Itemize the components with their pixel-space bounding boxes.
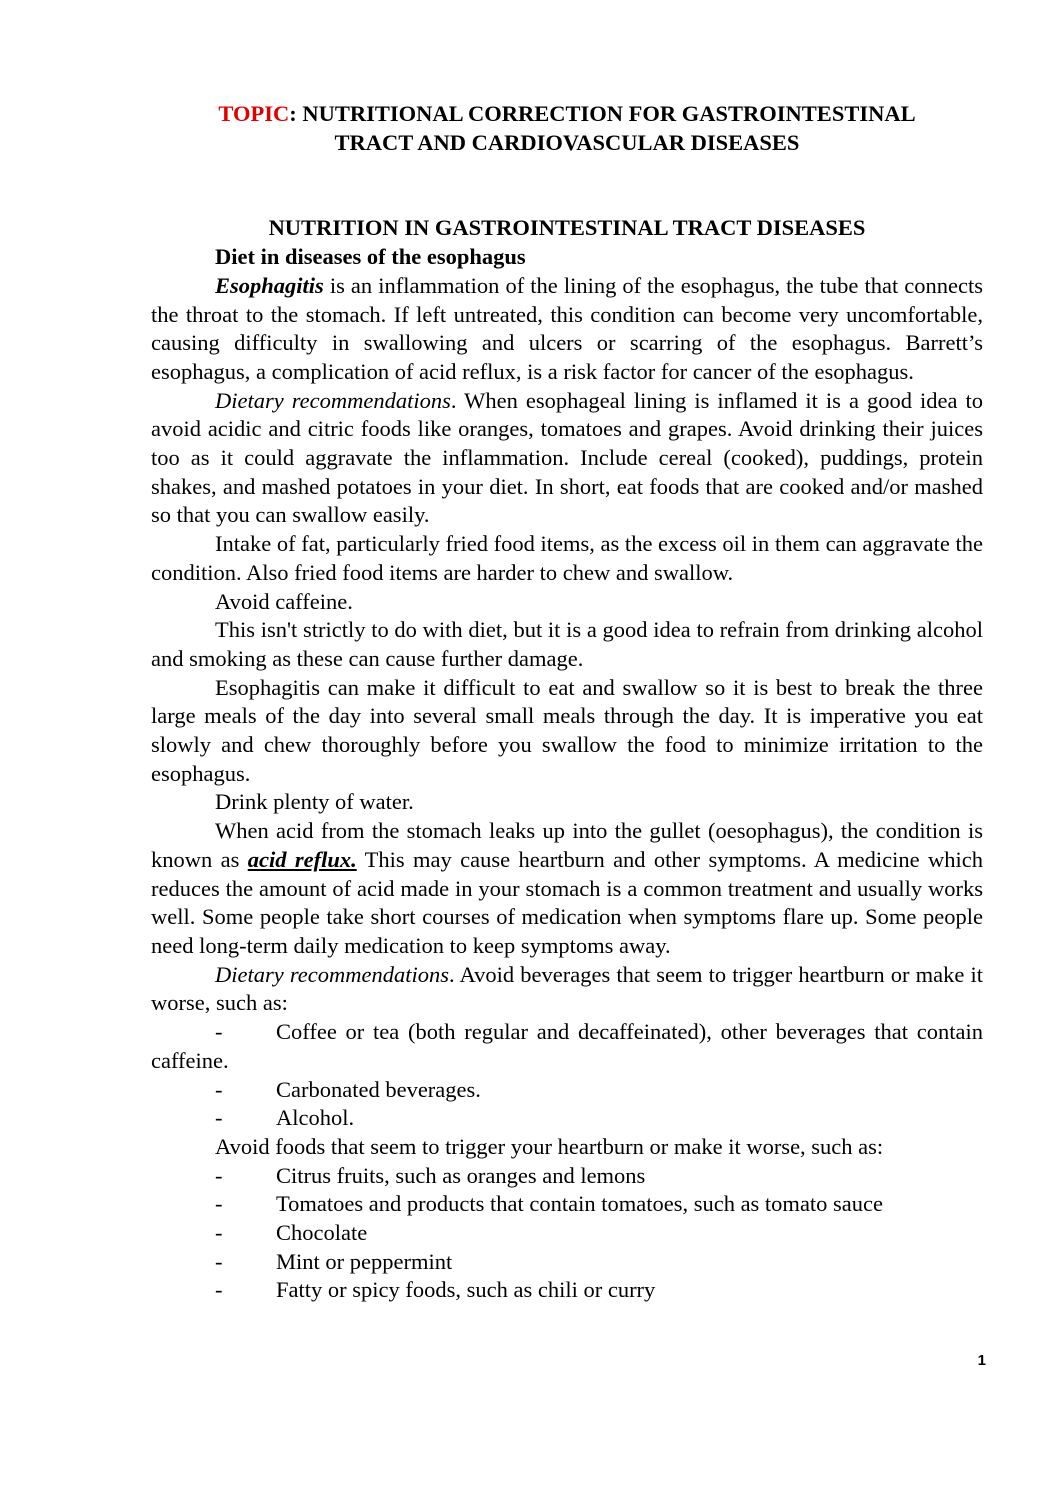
document-title xyxy=(151,100,983,157)
list-item-food: - Citrus fruits, such as oranges and lemons xyxy=(151,1162,983,1191)
paragraph-acid-reflux: When acid from the stomach leaks up into the gullet (oesophagus), the condition is known as acid reflux. This may cause heartburn and other symptoms. A medicine which reduces the amount of acid made in your stomach is a common treatment and usually works well. Some people take short courses of medication when symptoms flare up. Some people need long-term daily medication to keep symptoms away. xyxy=(151,818,983,958)
paragraph-esophagitis: Esophagitis is an inflammation of the lining of the esophagus, the tube that connects the throat to the stomach. If left untreated, this condition can become very uncomfortable, causing difficulty in swallowing and ulcers or scarring of the esophagus. Barrett’s esophagus, a complication of acid reflux, is a risk factor for cancer of the esophagus. xyxy=(151,272,983,384)
list-item-beverage: - Coffee or tea (both regular and decaffeinated), other beverages that contain caffeine. xyxy=(151,1019,983,1073)
topic-label: TOPIC xyxy=(218,101,290,126)
list-dash: - xyxy=(215,1220,223,1246)
list-item-food: - Mint or peppermint xyxy=(151,1248,983,1277)
list-dash: - xyxy=(215,1191,223,1217)
list-dash: - xyxy=(215,1105,223,1131)
list-item-beverage: - Carbonated beverages. xyxy=(151,1076,983,1105)
paragraph-small-meals: Esophagitis can make it difficult to eat and swallow so it is best to break the three large meals of the day into several small meals through the day. It is imperative you eat slowly and chew thoroughly before you swallow the food to minimize irritation to the esophagus. xyxy=(151,674,983,786)
term-acid-reflux: acid reflux. xyxy=(247,846,357,872)
lead-dietary-recommendations: Dietary recommendations xyxy=(215,387,451,413)
list-dash: - xyxy=(215,1076,223,1102)
list-dash: - xyxy=(215,1019,223,1045)
title-line-1: : NUTRITIONAL CORRECTION FOR GASTROINTESTINAL xyxy=(289,101,916,126)
subsection-heading: Diet in diseases of the esophagus xyxy=(215,244,526,270)
list-dash: - xyxy=(215,1248,223,1274)
title-line-2: TRACT AND CARDIOVASCULAR DISEASES xyxy=(334,129,800,155)
paragraph-water: Drink plenty of water. xyxy=(215,789,414,815)
paragraph-dietary-recommendations: Dietary recommendations. When esophageal lining is inflamed it is a good idea to avoid acidic and citric foods like oranges, tomatoes and grapes. Avoid drinking their juices too as it could aggravate the inflammation. Include cereal (cooked), puddings, protein shakes, and mashed potatoes in your diet. In short, eat foods that are cooked and/or mashed so that you can swallow easily. xyxy=(151,387,983,528)
paragraph-foods-intro: Avoid foods that seem to trigger your heartburn or make it worse, such as: xyxy=(215,1133,884,1159)
paragraph-alcohol-smoking: This isn't strictly to do with diet, but it is a good idea to refrain from drinking alcohol and smoking as these can cause further damage. xyxy=(151,617,983,671)
page-number: 1 xyxy=(977,1352,986,1369)
list-dash: - xyxy=(215,1277,223,1303)
term-esophagitis: Esophagitis xyxy=(215,272,324,298)
section-heading: NUTRITION IN GASTROINTESTINAL TRACT DISEASES xyxy=(268,215,866,241)
paragraph-caffeine: Avoid caffeine. xyxy=(215,588,353,614)
list-dash: - xyxy=(215,1162,223,1188)
list-item-food: - Tomatoes and products that contain tomatoes, such as tomato sauce xyxy=(151,1190,983,1219)
list-item-food: - Fatty or spicy foods, such as chili or curry xyxy=(151,1276,983,1305)
document-page xyxy=(151,100,983,1305)
list-item-beverage: - Alcohol. xyxy=(151,1104,983,1133)
lead-dietary-recommendations-2: Dietary recommendations xyxy=(215,961,450,987)
list-item-food: - Chocolate xyxy=(151,1219,983,1248)
paragraph-beverages-intro: Dietary recommendations. Avoid beverages that seem to trigger heartburn or make it worse, such as: xyxy=(151,961,983,1016)
paragraph-fat: Intake of fat, particularly fried food items, as the excess oil in them can aggravate the condition. Also fried food items are harder to chew and swallow. xyxy=(151,531,983,585)
